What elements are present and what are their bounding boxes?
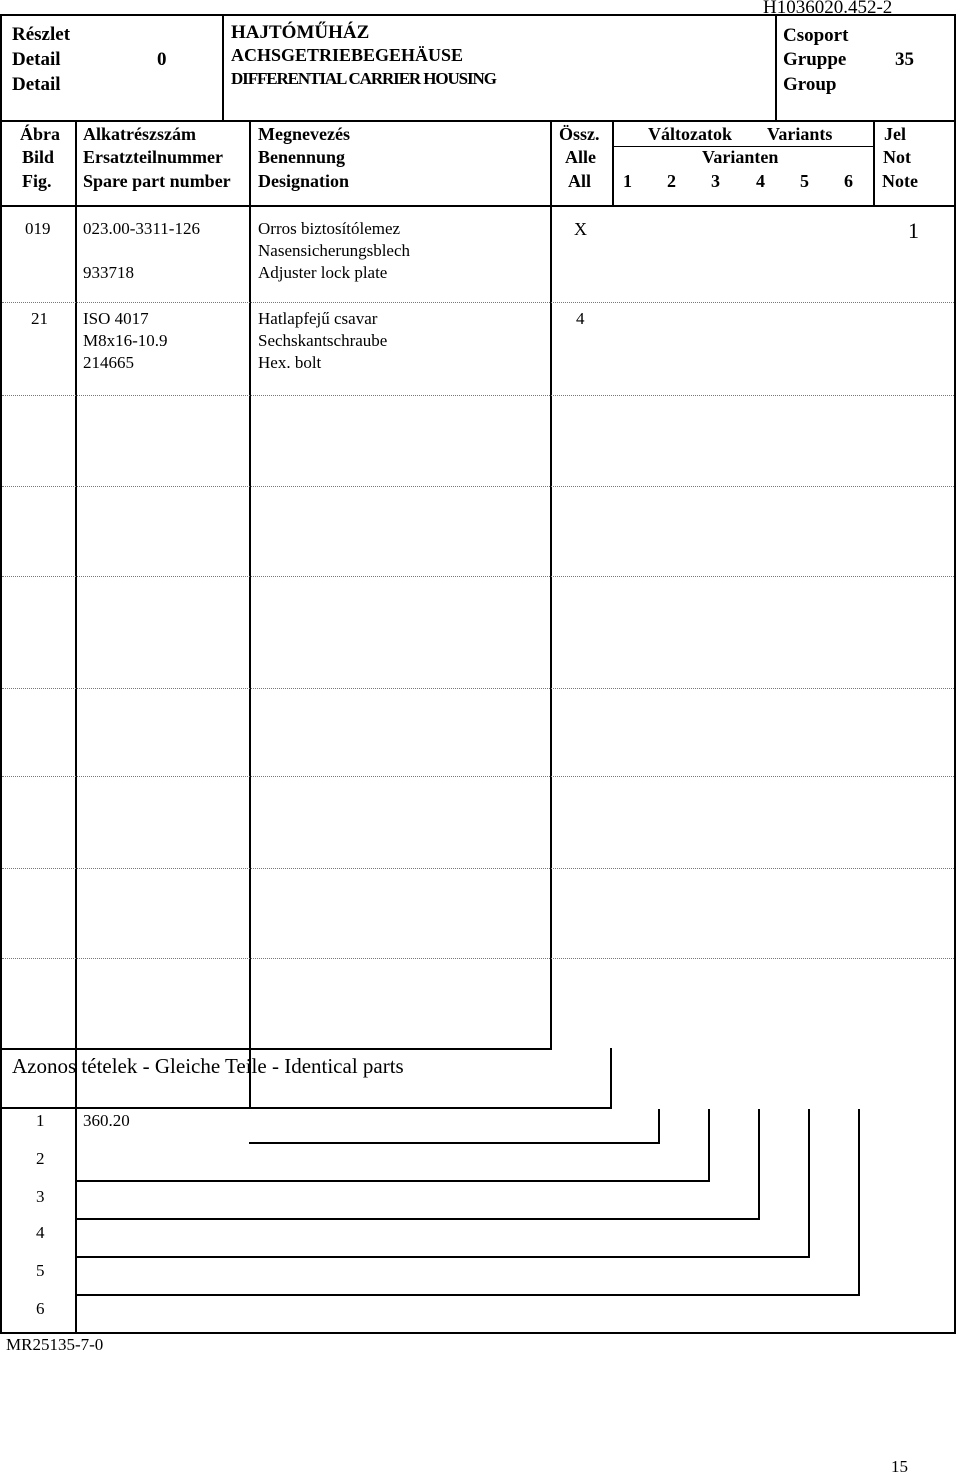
col-note-en: Note bbox=[882, 171, 918, 191]
row-part-number-alt: 933718 bbox=[83, 263, 134, 282]
variant-num-1: 1 bbox=[623, 171, 632, 191]
row-desig-de: Sechskantschraube bbox=[258, 331, 388, 350]
detail-label-de: Detail bbox=[12, 49, 61, 70]
row-part-number: 023.00-3311-126 bbox=[83, 219, 200, 238]
row-part-grade: M8x16-10.9 bbox=[83, 331, 168, 350]
row-fig: 019 bbox=[25, 219, 51, 238]
group-label-hu: Csoport bbox=[783, 25, 849, 46]
col-fig-de: Bild bbox=[22, 147, 55, 167]
row-desig-hu: Orros biztosítólemez bbox=[258, 219, 401, 238]
variant-num-6: 6 bbox=[844, 171, 853, 191]
detail-label-en: Detail bbox=[12, 74, 61, 95]
group-label-en: Group bbox=[783, 74, 837, 95]
row-note: 1 bbox=[908, 218, 919, 243]
row-all: X bbox=[574, 219, 587, 239]
col-part-hu: Alkatrészszám bbox=[83, 124, 196, 144]
row-fig: 21 bbox=[31, 309, 48, 328]
col-part-de: Ersatzteilnummer bbox=[83, 147, 223, 167]
col-fig-hu: Ábra bbox=[20, 124, 60, 144]
title-de: ACHSGETRIEBEGEHÄUSE bbox=[231, 45, 464, 65]
col-note-de: Not bbox=[883, 147, 911, 167]
col-part-en: Spare part number bbox=[83, 171, 231, 191]
page-number: 15 bbox=[891, 1457, 908, 1476]
col-note-hu: Jel bbox=[884, 124, 906, 144]
title-hu: HAJTÓMŰHÁZ bbox=[231, 22, 370, 43]
col-all-hu: Össz. bbox=[559, 124, 600, 144]
identical-num-4: 4 bbox=[36, 1223, 45, 1242]
row-desig-de: Nasensicherungsblech bbox=[258, 241, 411, 260]
detail-value: 0 bbox=[157, 49, 167, 70]
variant-num-2: 2 bbox=[667, 171, 676, 191]
title-en: DIFFERENTIAL CARRIER HOUSING bbox=[231, 69, 496, 88]
row-part-number: ISO 4017 bbox=[83, 309, 149, 328]
col-all-en: All bbox=[568, 171, 592, 191]
document-code: H1036020.452-2 bbox=[763, 0, 893, 18]
detail-label-hu: Részlet bbox=[12, 24, 71, 45]
identical-parts-title: Azonos tételek - Gleiche Teile - Identical parts bbox=[12, 1054, 404, 1078]
variant-num-4: 4 bbox=[756, 171, 765, 191]
col-fig-en: Fig. bbox=[22, 171, 52, 191]
identical-num-2: 2 bbox=[36, 1149, 45, 1168]
row-part-number-alt: 214665 bbox=[83, 353, 134, 372]
identical-num-1: 1 bbox=[36, 1111, 45, 1130]
identical-num-3: 3 bbox=[36, 1187, 45, 1206]
col-all-de: Alle bbox=[565, 147, 596, 167]
col-desig-hu: Megnevezés bbox=[258, 124, 350, 144]
footer-code: MR25135-7-0 bbox=[6, 1335, 104, 1354]
group-value: 35 bbox=[895, 49, 914, 70]
group-label-de: Gruppe bbox=[783, 49, 847, 70]
identical-value-1: 360.20 bbox=[83, 1111, 130, 1130]
col-desig-en: Designation bbox=[258, 171, 350, 191]
row-all: 4 bbox=[576, 309, 585, 328]
row-desig-en: Hex. bolt bbox=[258, 353, 322, 372]
col-variants-en: Variants bbox=[767, 124, 833, 144]
variant-num-3: 3 bbox=[711, 171, 720, 191]
identical-num-6: 6 bbox=[36, 1299, 45, 1318]
row-desig-en: Adjuster lock plate bbox=[258, 263, 388, 282]
identical-num-5: 5 bbox=[36, 1261, 45, 1280]
col-variants-hu: Változatok bbox=[648, 124, 732, 144]
col-variants-de: Varianten bbox=[702, 147, 779, 167]
col-desig-de: Benennung bbox=[258, 147, 346, 167]
row-desig-hu: Hatlapfejű csavar bbox=[258, 309, 378, 328]
variant-num-5: 5 bbox=[800, 171, 809, 191]
